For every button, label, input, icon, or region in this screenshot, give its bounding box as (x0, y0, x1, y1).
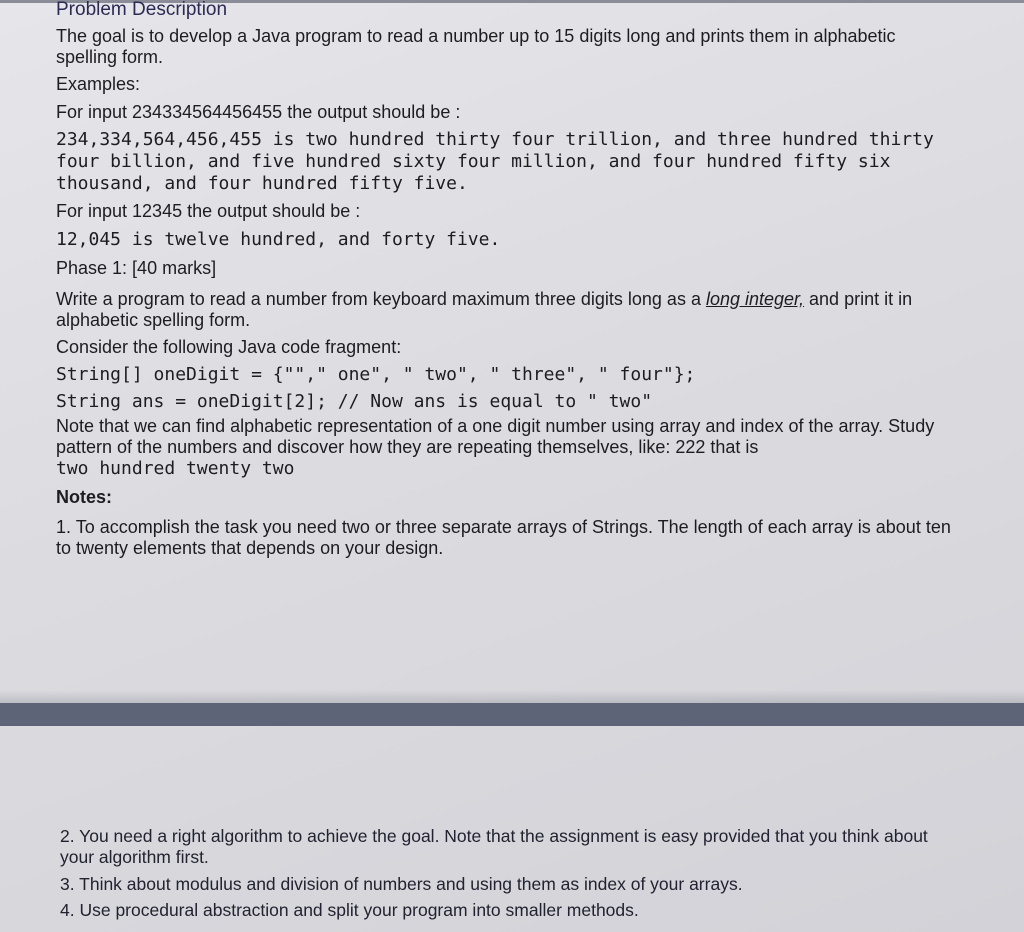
page-break-shadow (0, 690, 1024, 703)
examples-label: Examples: (56, 74, 141, 94)
note-code: two hundred twenty two (56, 458, 295, 479)
phase1-text-before: Write a program to read a number from keyboard maximum three digits long as a (56, 289, 706, 309)
example2-input: For input 12345 the output should be : (56, 201, 361, 221)
note-text: Note that we can find alphabetic representation of a one digit number using array and index of the array. Study pattern of the numbers and discover how they are repeating themselves, like: 222 that is (56, 416, 935, 457)
note-item-4: 4. Use procedural abstraction and split your program into smaller methods. (60, 900, 639, 920)
goal-text: The goal is to develop a Java program to read a number up to 15 digits long and prints them in alphabetic spelling form. (56, 26, 896, 67)
note-item-1: 1. To accomplish the task you need two or three separate arrays of Strings. The length of each array is about ten to twenty elements that depends on your design. (56, 517, 951, 558)
phase1-text-after: and print it in alphabetic spelling form. (56, 289, 913, 330)
long-integer-link[interactable]: long integer, (705, 289, 805, 309)
code-line-1: String[] oneDigit = {""," one", " two", " three", " four"}; (56, 364, 696, 385)
phase1-heading: Phase 1: [40 marks] (56, 258, 217, 278)
note-item-2: 2. You need a right algorithm to achieve the goal. Note that the assignment is easy provided that you think about your algorithm first. (60, 826, 928, 867)
consider-text: Consider the following Java code fragment: (56, 337, 402, 357)
example2-output: 12,045 is twelve hundred, and forty five. (56, 229, 501, 250)
code-line-2: String ans = oneDigit[2]; // Now ans is equal to " two" (56, 391, 653, 412)
section-title: Problem Description (56, 0, 228, 20)
phase1-instructions (56, 289, 956, 331)
notes-continued-section (60, 826, 960, 921)
example1-input: For input 234334564456455 the output should be : (56, 102, 461, 122)
page-break-band (0, 703, 1024, 726)
problem-section (56, 0, 956, 559)
note-item-3: 3. Think about modulus and division of numbers and using them as index of your arrays. (60, 874, 743, 894)
notes-label: Notes: (56, 487, 113, 507)
example1-output: 234,334,564,456,455 is two hundred thirty four trillion, and three hundred thirty four billion, and five hundred sixty four million, and four hundred fifty six thousand, and four hundred fifty five. (56, 129, 945, 194)
